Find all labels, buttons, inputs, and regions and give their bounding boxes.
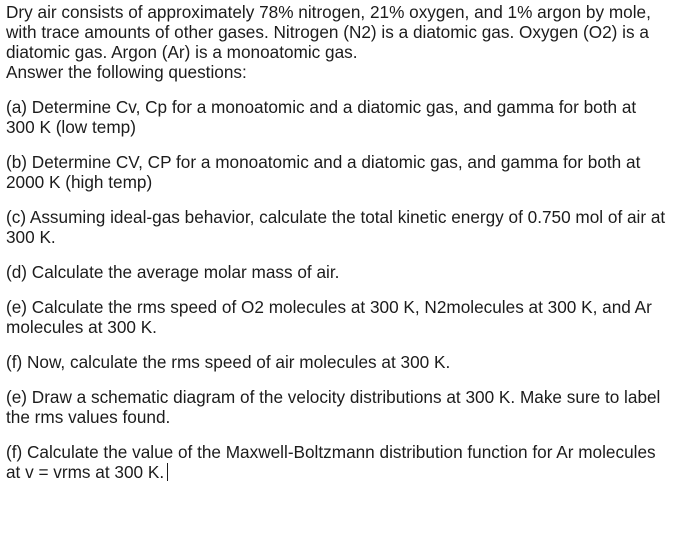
intro-paragraph: Dry air consists of approximately 78% nitrogen, 21% oxygen, and 1% argon by mole, with trace amounts of other gases. Nitrogen (N2) is a diatomic gas. Oxygen (O2) is a diatomic gas. Argon (Ar) is a monoatomic gas. Answer the following questions:	[6, 2, 651, 82]
question-f-maxwell-text: (f) Calculate the value of the Maxwell-Boltzmann distribution function for Ar molecules at v = vrms at 300 K.	[6, 442, 656, 482]
question-c: (c) Assuming ideal-gas behavior, calculate the total kinetic energy of 0.750 mol of air at 300 K.	[6, 207, 666, 247]
question-f-maxwell[interactable]	[6, 442, 696, 482]
text-cursor	[167, 463, 168, 481]
question-f-rms-air: (f) Now, calculate the rms speed of air molecules at 300 K.	[6, 352, 451, 372]
question-e-rms: (e) Calculate the rms speed of O2 molecules at 300 K, N2molecules at 300 K, and Ar molecules at 300 K.	[6, 297, 652, 337]
question-e-diagram: (e) Draw a schematic diagram of the velocity distributions at 300 K. Make sure to label the rms values found.	[6, 387, 661, 427]
question-a: (a) Determine Cv, Cp for a monoatomic and a diatomic gas, and gamma for both at 300 K (low temp)	[6, 97, 637, 137]
question-d: (d) Calculate the average molar mass of air.	[6, 262, 340, 282]
problem-text	[6, 2, 696, 482]
question-b: (b) Determine CV, CP for a monoatomic and a diatomic gas, and gamma for both at 2000 K (high temp)	[6, 152, 641, 192]
